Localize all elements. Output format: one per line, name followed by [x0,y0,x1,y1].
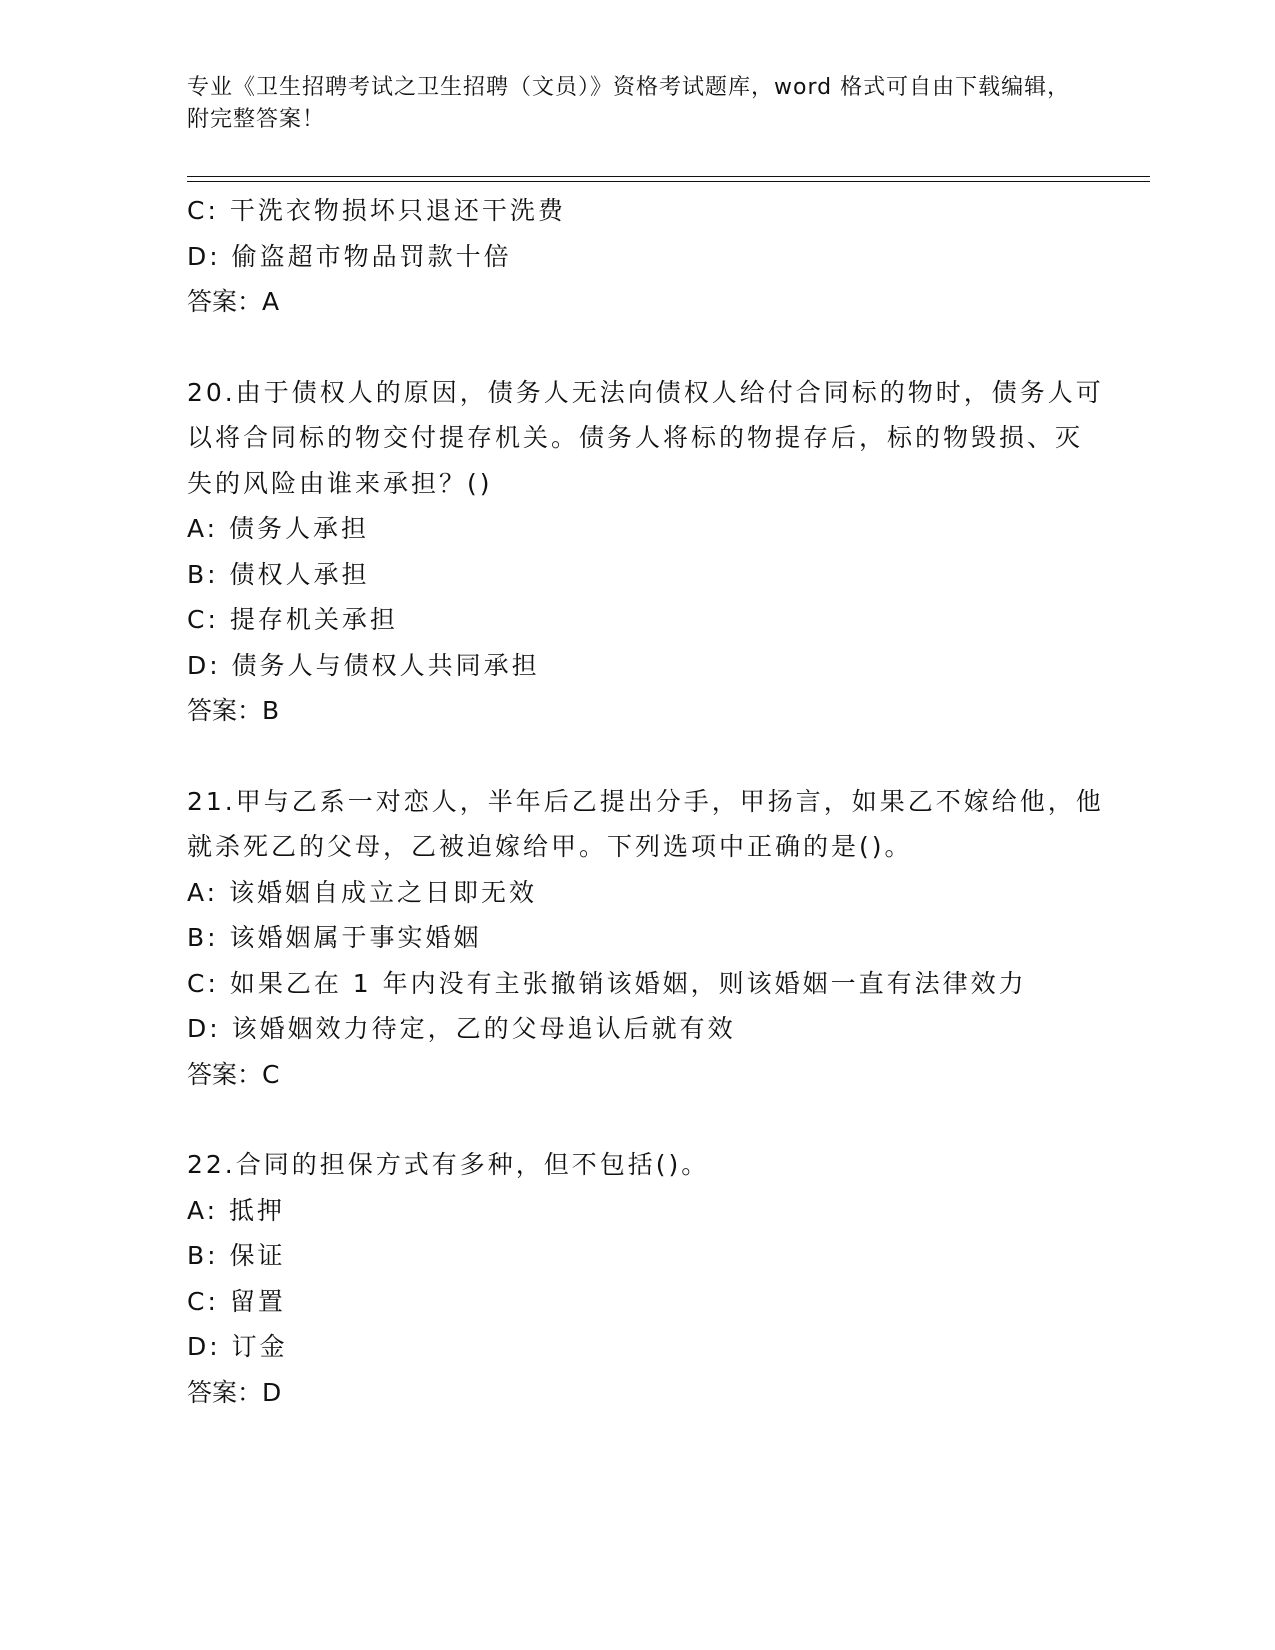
answer-label: 答案： [187,1377,263,1407]
answer-line [187,1370,1107,1416]
question-22 [187,1142,1107,1415]
answer-value: A [262,287,280,316]
answer-line [187,688,1107,734]
answer-value: C [262,1059,280,1089]
option-c: C: 留置 [187,1286,286,1316]
option-b: B: 保证 [187,1241,286,1270]
answer-label: 答案： [187,287,263,316]
option-d: D: 偷盗超市物品罚款十倍 [187,241,512,271]
option-c: C: 如果乙在 1 年内没有主张撤销该婚姻，则该婚姻一直有法律效力 [187,968,1027,998]
question-20 [187,370,1107,734]
previous-question-tail [187,188,1107,325]
option-a: A: 抵押 [187,1195,286,1225]
answer-line [187,279,1107,325]
option-c: C: 干洗衣物损坏只退还干洗费 [187,196,566,225]
question-text: 20.由于债权人的原因，债务人无法向债权人给付合同标的物时，债务人可以将合同标的物交付提存机关。债务人将标的物提存后，标的物毁损、灭失的风险由谁来承担？() [187,377,1104,498]
option-a: A: 该婚姻自成立之日即无效 [187,877,538,907]
option-d: D: 订金 [187,1332,288,1361]
document-header: 专业《卫生招聘考试之卫生招聘（文员）》资格考试题库，word 格式可自由下载编辑，附完整答案！ [187,75,1071,132]
option-d: D: 债务人与债权人共同承担 [187,650,540,680]
header-divider-bottom [187,181,1150,182]
option-b: B: 该婚姻属于事实婚姻 [187,923,482,952]
question-text: 22.合同的担保方式有多种，但不包括()。 [187,1150,710,1179]
question-text: 21.甲与乙系一对恋人，半年后乙提出分手，甲扬言，如果乙不嫁给他，他就杀死乙的父母，乙被迫嫁给甲。下列选项中正确的是()。 [187,786,1104,861]
header-divider-top [187,176,1150,177]
answer-label: 答案： [187,1059,263,1089]
option-a: A: 债务人承担 [187,514,370,543]
answer-value: B [262,696,280,725]
option-d: D: 该婚姻效力待定，乙的父母追认后就有效 [187,1014,736,1043]
answer-label: 答案： [187,696,263,725]
answer-value: D [262,1377,282,1407]
option-c: C: 提存机关承担 [187,605,398,634]
question-21 [187,779,1107,1098]
question-list [187,188,1107,1415]
option-b: B: 债权人承担 [187,559,370,589]
answer-line [187,1052,1107,1098]
